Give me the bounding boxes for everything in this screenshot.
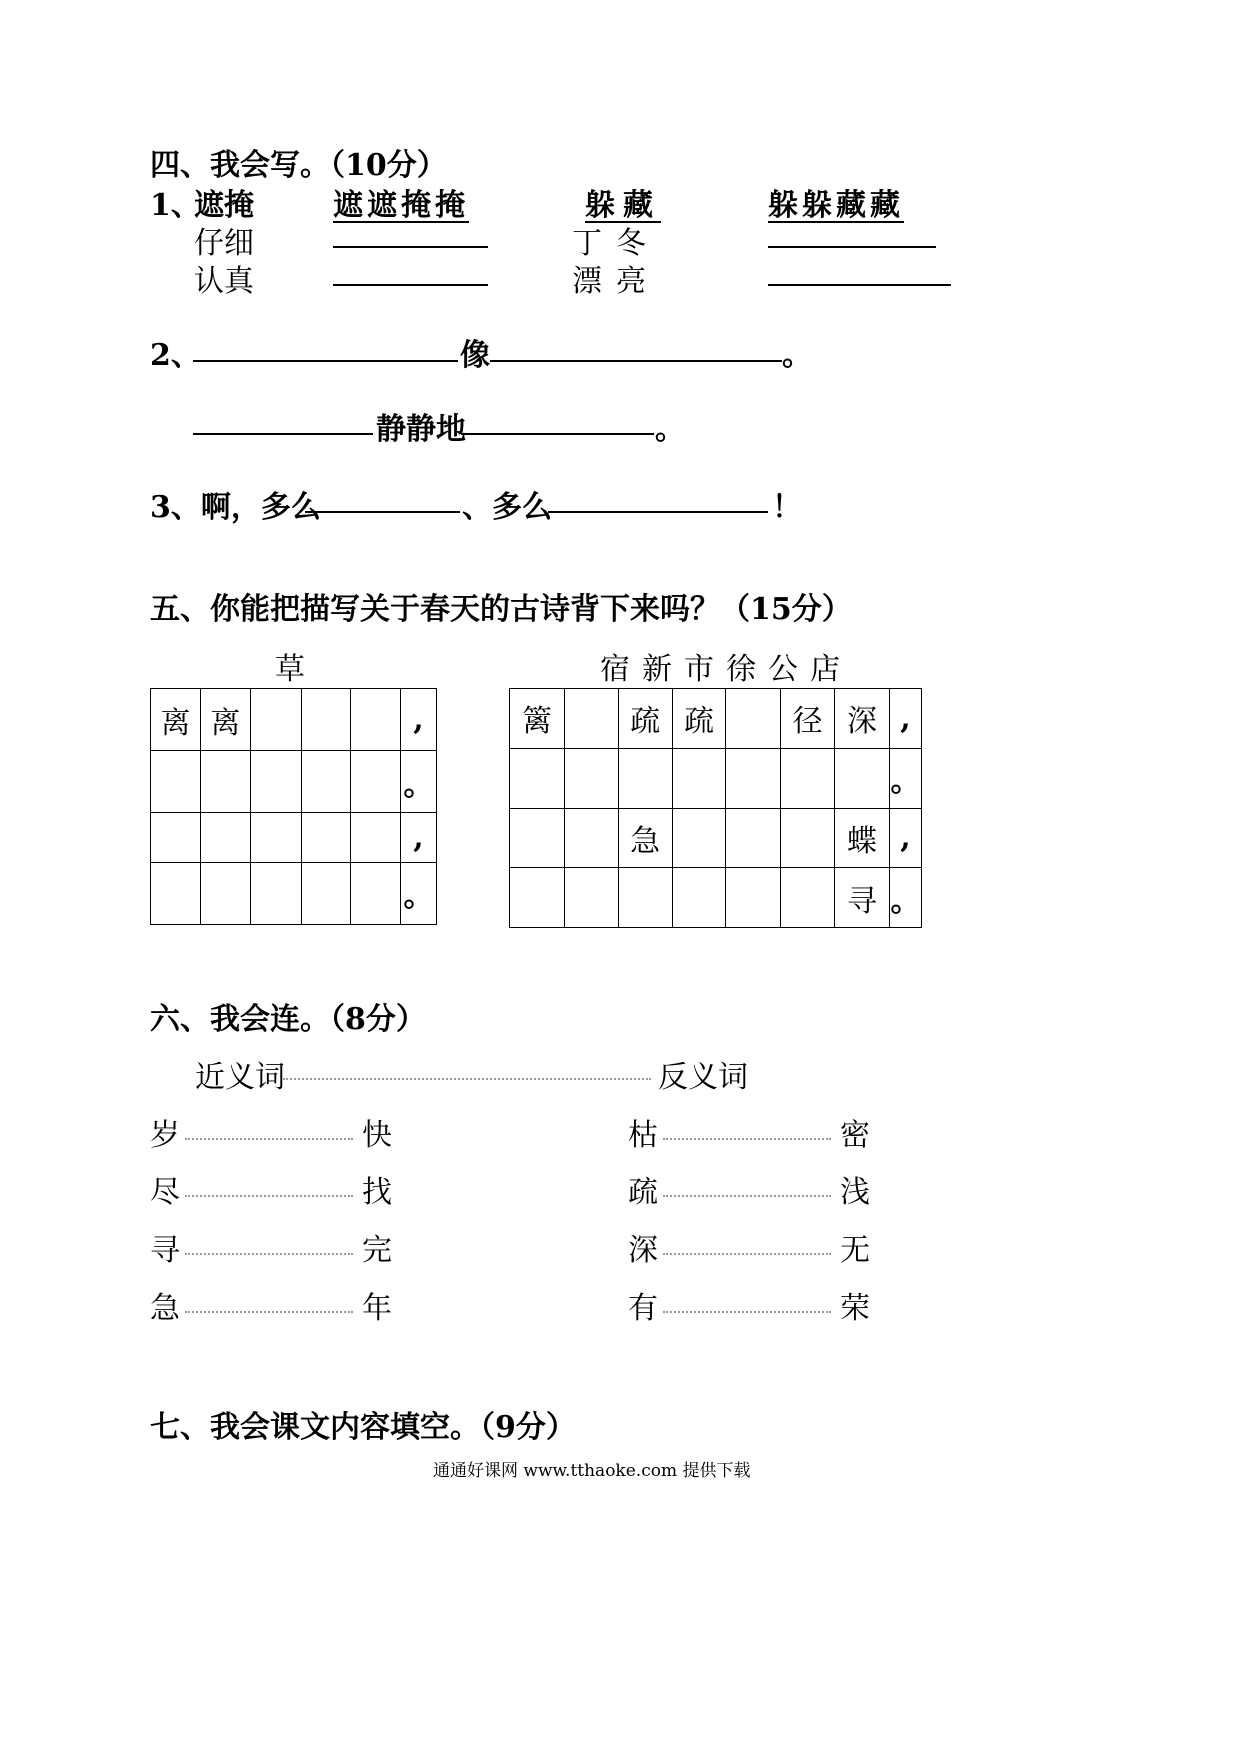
grid-row xyxy=(510,689,922,749)
poem-2-grid xyxy=(509,688,922,928)
match-dots-left xyxy=(185,1253,353,1255)
q1-blank-3[interactable] xyxy=(333,246,488,248)
q2-blank-3[interactable] xyxy=(193,433,373,435)
q2-blank-4[interactable] xyxy=(461,433,654,435)
match-dots-right xyxy=(663,1253,831,1255)
grid-cell[interactable] xyxy=(510,748,565,808)
grid-row xyxy=(151,689,437,751)
grid-cell: 离 xyxy=(200,689,250,751)
match-char-right-b[interactable]: 浅 xyxy=(840,1175,870,1210)
match-dots-right xyxy=(663,1311,831,1313)
q1-word-3: 仔细 xyxy=(194,226,254,261)
q1-word-1: 遮掩 xyxy=(194,188,254,223)
q3-text-1: 3、啊，多么 xyxy=(150,490,321,525)
grid-cell[interactable] xyxy=(151,862,201,924)
grid-row xyxy=(151,862,437,924)
match-char-right-b[interactable]: 荣 xyxy=(840,1291,870,1326)
match-char-right-a[interactable]: 深 xyxy=(628,1233,658,1268)
grid-punctuation: 。 xyxy=(889,868,921,928)
match-dots-left xyxy=(185,1195,353,1197)
q2-end: 。 xyxy=(782,338,812,373)
grid-cell[interactable] xyxy=(151,751,201,813)
grid-cell[interactable] xyxy=(781,868,835,928)
grid-cell[interactable] xyxy=(672,748,726,808)
section-4-title: 四、我会写。（10分） xyxy=(150,148,447,183)
grid-cell: 寻 xyxy=(835,868,890,928)
poem-1-grid xyxy=(150,688,437,925)
grid-row xyxy=(151,751,437,813)
grid-cell[interactable] xyxy=(618,748,672,808)
grid-cell[interactable] xyxy=(672,868,726,928)
section-5-title: 五、你能把描写关于春天的古诗背下来吗？（15分） xyxy=(150,592,852,627)
grid-cell[interactable] xyxy=(564,808,618,868)
grid-punctuation: 。 xyxy=(400,751,436,813)
match-char-right-a[interactable]: 疏 xyxy=(628,1175,658,1210)
match-char-right-a[interactable]: 枯 xyxy=(628,1118,658,1153)
grid-cell[interactable] xyxy=(564,868,618,928)
q1-number: 1、 xyxy=(150,188,201,223)
q3-text-2: 、多么 xyxy=(462,490,552,525)
grid-punctuation: 。 xyxy=(889,748,921,808)
q1-answer-1: 遮遮掩掩 xyxy=(333,188,469,223)
match-char-left-a[interactable]: 岁 xyxy=(150,1118,180,1153)
grid-cell[interactable] xyxy=(200,813,250,863)
q2-blank-2[interactable] xyxy=(490,360,782,362)
q1-word-4: 丁冬 xyxy=(572,226,660,261)
q3-end: ！ xyxy=(772,490,802,525)
heading-dots xyxy=(283,1078,651,1080)
match-char-left-a[interactable]: 尽 xyxy=(150,1175,180,1210)
q2-blank-1[interactable] xyxy=(193,360,458,362)
grid-cell[interactable] xyxy=(250,813,301,863)
grid-punctuation: 。 xyxy=(400,862,436,924)
grid-cell[interactable] xyxy=(781,748,835,808)
grid-cell: 急 xyxy=(618,808,672,868)
match-char-left-b[interactable]: 快 xyxy=(362,1118,392,1153)
poem-2-title: 宿新市徐公店 xyxy=(600,652,852,687)
grid-punctuation: , xyxy=(889,808,921,868)
grid-cell: 疏 xyxy=(618,689,672,749)
match-char-left-b[interactable]: 完 xyxy=(362,1233,392,1268)
match-char-right-b[interactable]: 无 xyxy=(840,1233,870,1268)
match-char-left-b[interactable]: 年 xyxy=(362,1291,392,1326)
match-char-left-a[interactable]: 急 xyxy=(150,1291,180,1326)
grid-cell: 疏 xyxy=(672,689,726,749)
grid-cell[interactable] xyxy=(200,862,250,924)
q1-answer-2: 躲躲藏藏 xyxy=(768,188,904,223)
grid-punctuation: , xyxy=(400,813,436,863)
grid-cell[interactable] xyxy=(564,748,618,808)
grid-cell: 篱 xyxy=(510,689,565,749)
match-dots-right xyxy=(663,1195,831,1197)
q1-word-2: 躲藏 xyxy=(585,188,661,223)
grid-cell[interactable] xyxy=(351,813,401,863)
grid-cell[interactable] xyxy=(250,751,301,813)
q2-mid-2: 静静地 xyxy=(376,412,466,447)
grid-cell[interactable] xyxy=(301,689,351,751)
grid-cell: 深 xyxy=(835,689,890,749)
grid-cell[interactable] xyxy=(835,748,890,808)
antonym-heading: 反义词 xyxy=(658,1060,748,1095)
grid-cell: 蝶 xyxy=(835,808,890,868)
grid-cell[interactable] xyxy=(301,813,351,863)
grid-cell[interactable] xyxy=(781,808,835,868)
section-7-title: 七、我会课文内容填空。（9分） xyxy=(150,1410,576,1445)
grid-cell[interactable] xyxy=(726,689,781,749)
q1-word-6: 漂亮 xyxy=(572,264,660,299)
poem-1-title: 草 xyxy=(275,652,305,687)
grid-cell: 径 xyxy=(781,689,835,749)
grid-row xyxy=(510,808,922,868)
q3-blank-1[interactable] xyxy=(305,511,460,513)
grid-cell[interactable] xyxy=(301,862,351,924)
grid-cell[interactable] xyxy=(726,868,781,928)
match-char-right-b[interactable]: 密 xyxy=(840,1118,870,1153)
grid-cell: 离 xyxy=(151,689,201,751)
grid-row xyxy=(151,813,437,863)
q2-end-2: 。 xyxy=(655,412,685,447)
synonym-heading: 近义词 xyxy=(195,1060,285,1095)
grid-cell[interactable] xyxy=(510,868,565,928)
match-char-left-a[interactable]: 寻 xyxy=(150,1233,180,1268)
q2-number: 2、 xyxy=(150,338,201,373)
grid-cell[interactable] xyxy=(250,862,301,924)
q3-blank-2[interactable] xyxy=(548,511,768,513)
grid-cell[interactable] xyxy=(200,751,250,813)
q1-blank-4[interactable] xyxy=(768,246,936,248)
grid-cell[interactable] xyxy=(351,751,401,813)
q1-word-5: 认真 xyxy=(194,264,254,299)
grid-cell[interactable] xyxy=(351,862,401,924)
grid-punctuation: , xyxy=(400,689,436,751)
match-char-left-b[interactable]: 找 xyxy=(362,1175,392,1210)
grid-cell[interactable] xyxy=(301,751,351,813)
grid-cell[interactable] xyxy=(672,808,726,868)
grid-row xyxy=(510,748,922,808)
grid-cell[interactable] xyxy=(564,689,618,749)
grid-punctuation: , xyxy=(889,689,921,749)
grid-row xyxy=(510,868,922,928)
q1-blank-6[interactable] xyxy=(768,284,951,286)
grid-cell[interactable] xyxy=(250,689,301,751)
grid-cell[interactable] xyxy=(618,868,672,928)
section-6-title: 六、我会连。（8分） xyxy=(150,1002,426,1037)
match-dots-left xyxy=(185,1311,353,1313)
grid-cell[interactable] xyxy=(726,748,781,808)
footer-text: 通通好课网 www.tthaoke.com 提供下载 xyxy=(433,1461,751,1481)
grid-cell[interactable] xyxy=(510,808,565,868)
grid-cell[interactable] xyxy=(151,813,201,863)
match-dots-left xyxy=(185,1138,353,1140)
q1-blank-5[interactable] xyxy=(333,284,488,286)
q2-mid: 像 xyxy=(460,338,490,373)
match-char-right-a[interactable]: 有 xyxy=(628,1291,658,1326)
match-dots-right xyxy=(663,1138,831,1140)
grid-cell[interactable] xyxy=(726,808,781,868)
grid-cell[interactable] xyxy=(351,689,401,751)
